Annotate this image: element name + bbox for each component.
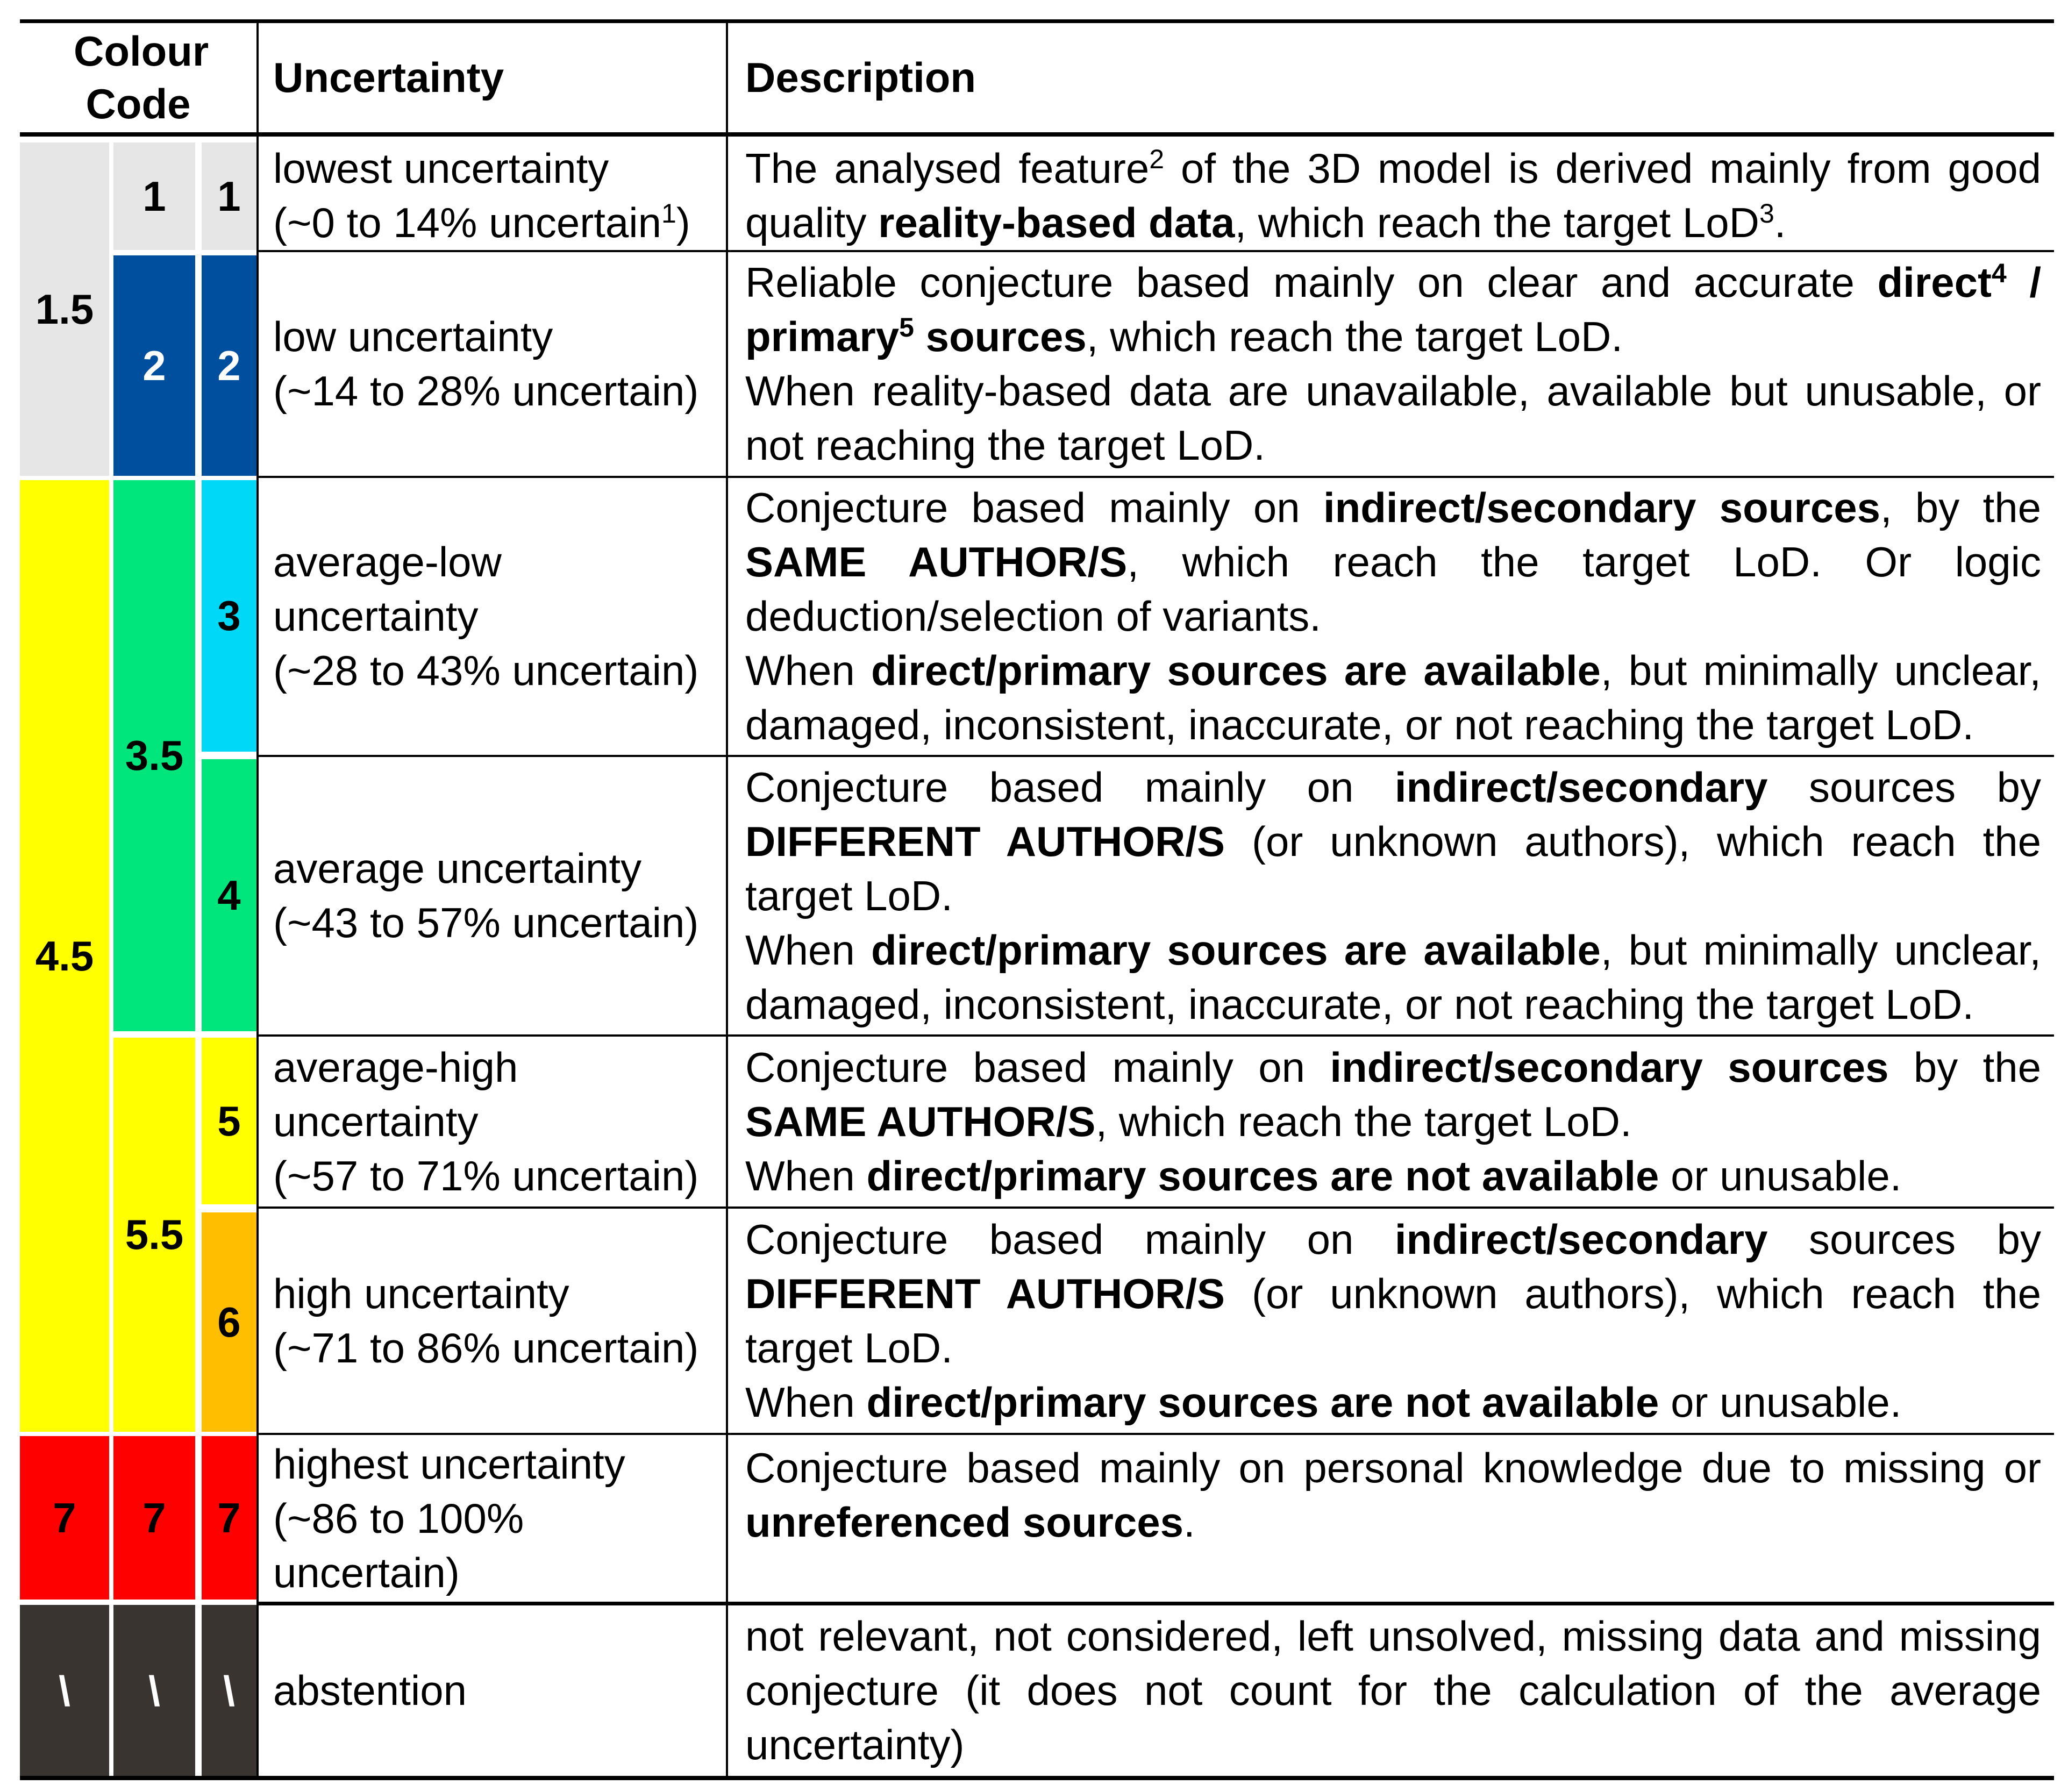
header-rule: [20, 132, 2054, 137]
uncertainty-label: abstention: [273, 1667, 467, 1714]
header-description: Description: [745, 53, 976, 101]
uncertainty-label: lowest uncertainty: [273, 144, 609, 192]
colour-cell-5-5: 5.5: [113, 1038, 195, 1432]
description-text: Conjecture based mainly on indirect/secondary sources by DIFFERENT AUTHOR/S (or unknown authors), which reach the target LoD.: [745, 763, 2042, 919]
description-cell: [745, 1209, 2041, 1433]
colour-cell-1: 1: [113, 142, 195, 250]
description-cell: [745, 478, 2041, 755]
description-text: When direct/primary sources are not available or unusable.: [745, 1378, 1902, 1426]
colour-cell-6: 6: [202, 1212, 256, 1432]
colour-cell-2: 2: [202, 255, 256, 476]
header-uncertainty: Uncertainty: [273, 53, 504, 101]
colour-cell-abstention: \: [113, 1605, 195, 1777]
footnote-mark: 1: [661, 198, 676, 229]
colour-cell-7: 7: [113, 1436, 195, 1600]
colour-cell-2: 2: [113, 255, 195, 476]
colour-cell-3-5: 3.5: [113, 480, 195, 1031]
uncertainty-range: (~14 to 28% uncertain): [273, 367, 699, 415]
description-cell: [745, 252, 2041, 476]
description-cell: [745, 757, 2041, 1034]
description-text: Conjecture based mainly on indirect/secondary sources by DIFFERENT AUTHOR/S (or unknown authors), which reach the target LoD.: [745, 1215, 2042, 1372]
description-text: Reliable conjecture based mainly on clear and accurate direct$^4$ / primary$^5$ sources, which reach the target LoD.: [745, 258, 2041, 360]
footnote-mark: 5: [899, 312, 914, 342]
description-cell: [745, 1441, 2041, 1550]
uncertainty-range: (~43 to 57% uncertain): [273, 899, 699, 946]
uncertainty-cell: [273, 757, 725, 1034]
description-cell: [745, 1037, 2041, 1206]
description-text: not relevant, not considered, left unsolved, missing data and missing conjecture (it does not count for the calculation of the average uncertainty): [745, 1612, 2041, 1768]
description-text: Conjecture based mainly on personal knowledge due to missing or unreferenced sources.: [745, 1444, 2041, 1546]
colour-cell-5: 5: [202, 1038, 256, 1204]
colour-cell-1-5: 1.5: [20, 142, 109, 476]
top-rule: [20, 19, 2054, 23]
uncertainty-cell: [273, 1037, 725, 1206]
description-text: Conjecture based mainly on indirect/secondary sources by the SAME AUTHOR/S, which reach the target LoD.: [745, 1043, 2042, 1145]
uncertainty-label: highest uncertainty: [273, 1440, 625, 1488]
description-text: When direct/primary sources are available, but minimally unclear, damaged, inconsistent, inaccurate, or not reaching the target LoD.: [745, 647, 2041, 748]
uncertainty-range: (~71 to 86% uncertain): [273, 1324, 699, 1372]
uncertainty-range: (~0 to 14% uncertain$^1$): [273, 198, 690, 246]
uncertainty-range: uncertain): [273, 1548, 460, 1596]
description-cell: [745, 1605, 2041, 1776]
colour-cell-7: 7: [202, 1436, 256, 1600]
footnote-mark: 2: [1149, 144, 1165, 174]
uncertainty-range: (~57 to 71% uncertain): [273, 1152, 699, 1200]
colour-cell-1: 1: [202, 142, 256, 250]
uncertainty-label: high uncertainty: [273, 1269, 569, 1317]
row-divider-double: [259, 1602, 2054, 1605]
uncertainty-label: average-high: [273, 1043, 518, 1091]
footnote-mark: 3: [1759, 198, 1774, 229]
colour-cell-4-5: 4.5: [20, 480, 109, 1432]
uncertainty-cell: [273, 1209, 725, 1433]
column-divider-description: [726, 22, 728, 1779]
uncertainty-label: low uncertainty: [273, 313, 553, 360]
uncertainty-cell: [273, 1605, 725, 1776]
header-colour-code: [20, 23, 256, 132]
description-text: When reality-based data are unavailable, available but unusable, or not reaching the target LoD.: [745, 367, 2041, 469]
colour-cell-abstention: \: [202, 1605, 256, 1777]
bottom-rule: [20, 1776, 2054, 1780]
uncertainty-cell: [273, 252, 725, 476]
description-text: When direct/primary sources are not available or unusable.: [745, 1152, 1902, 1200]
colour-cell-abstention: \: [20, 1605, 109, 1777]
uncertainty-cell: [273, 478, 725, 755]
colour-cell-3: 3: [202, 480, 256, 752]
colour-cell-7: 7: [20, 1436, 109, 1600]
uncertainty-cell: [273, 141, 725, 250]
column-divider-uncertainty: [256, 22, 259, 1779]
uncertainty-range: (~86 to 100%: [273, 1494, 524, 1542]
description-text: Conjecture based mainly on indirect/secondary sources, by the SAME AUTHOR/S, which reach the target LoD. Or logic deduction/selection of variants.: [745, 484, 2042, 640]
uncertainty-label: uncertainty: [273, 592, 479, 640]
description-cell: [745, 141, 2041, 250]
description-text: When direct/primary sources are available, but minimally unclear, damaged, inconsistent, inaccurate, or not reaching the target LoD.: [745, 926, 2041, 1028]
uncertainty-label: average uncertainty: [273, 845, 642, 892]
uncertainty-range: (~28 to 43% uncertain): [273, 647, 699, 694]
footnote-mark: 4: [1991, 258, 2007, 288]
colour-cell-4: 4: [202, 759, 256, 1031]
header-colour-code-label: Colour Code: [74, 27, 209, 127]
uncertainty-cell: [273, 1435, 725, 1602]
uncertainty-label: average-low: [273, 538, 502, 586]
description-text: The analysed feature$^2$ of the 3D model is derived mainly from good quality reality-based data, which reach the target LoD$^3$.: [745, 144, 2041, 246]
uncertainty-label: uncertainty: [273, 1097, 479, 1145]
